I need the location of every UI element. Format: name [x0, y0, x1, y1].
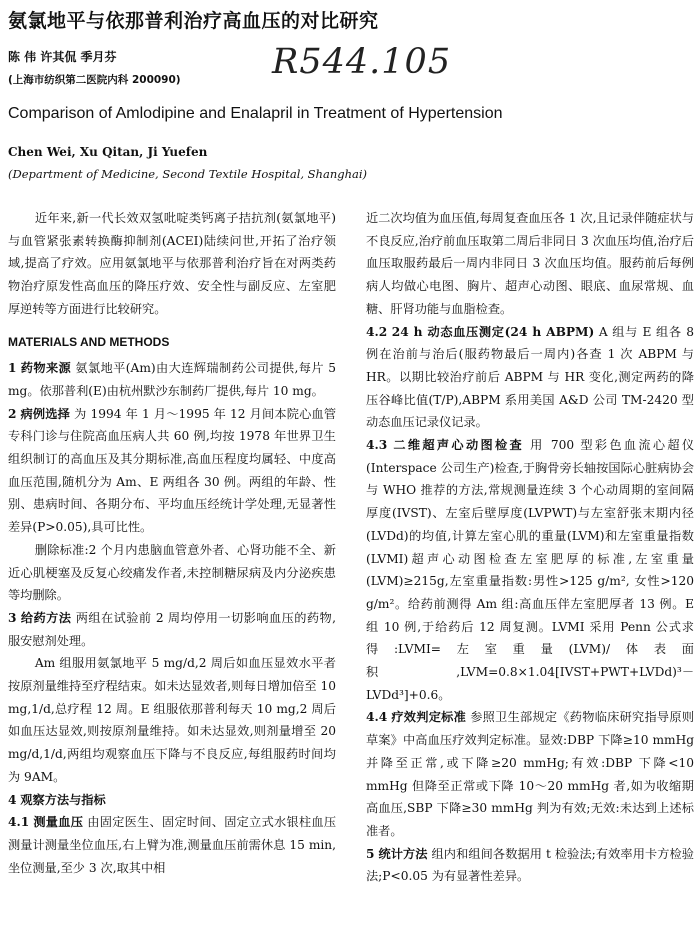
handwritten-classification-code: R544.105: [272, 42, 452, 82]
section-text: 氨氯地平(Am)由大连辉瑞制药公司提供,每片 5 mg。依那普利(E)由杭州默沙东制药厂提供,每片 10 mg。: [8, 361, 337, 398]
authors-cn: 陈 伟 许其侃 季月芬: [8, 50, 117, 64]
section-text: A 组与 E 组各 8 例在治前与治后(服药物最后一周内)各查 1 次 ABPM 与 HR。以期比较治疗前后 ABPM 与 HR 变化,测定两药的降压谷峰比值(T/P),ABPM 系用美国 A&D 公司 TM-2420 型动态血压记录仪记录。: [366, 324, 695, 430]
section-4-2: [366, 321, 694, 435]
dosing-paragraph: Am 组服用氨氯地平 5 mg/d,2 周后如血压显效水平者按原剂量维持至疗程结束。如未达显效者,则每日增加倍至 10 mg,1/d,总疗程 12 周。E 组服依那普利每天 10 mg,2 周后如血压达显效,则按原剂量维持。如未达显效,则剂量增至 20 mg/d,1/d,两组均观察血压下降与不良反应,每组服药时间均为 9AM。: [8, 656, 336, 784]
section-3: [8, 607, 336, 652]
section-text: 组内和组间各数据用 t 检验法;有效率用卡方检验法;P<0.05 为有显著性差异。: [366, 846, 694, 884]
right-column: [366, 207, 694, 888]
section-number: 5: [366, 846, 375, 861]
section-4: [8, 789, 336, 812]
section-number: 3: [8, 610, 17, 625]
section-heading: 测量血压: [33, 815, 84, 830]
section-number: 2: [8, 406, 17, 421]
section-heading: 病例选择: [20, 406, 71, 421]
section-heading: 二维超声心动图检查: [393, 438, 524, 453]
section-heading: 给药方法: [20, 610, 72, 625]
section-2: [8, 403, 336, 539]
methods-heading: MATERIALS AND METHODS: [8, 334, 170, 349]
section-text: 用 700 型彩色血流心超仪(Interspace 公司生产)检查,于胸骨旁长轴按国际心脏病协会与 WHO 推荐的方法,常规测量连续 3 个心动周期的室间隔厚度(IVST)、左室后壁厚度(LVPWT)与左室舒张末期内径(LVDd)的均值,计算左室心肌的重量(LVM)和左室重量指数(LVMI)超声心动图检查左室肥厚的标准,左室重量(LVM)≥215g,左室重量指数:男性>125 g/m², 女性>120 g/m²。给药前测得 Am 组:高血压伴左室肥厚者 13 例。E 组 10 例,于给药后 12 周复测。LVMI 采用 Penn 公式求得:LVMI=左室重量(LVM)/体表面积,LVM=0.8×1.04[IVST+PWT+LVDd)³－LVDd³]+0.6。: [366, 438, 695, 702]
affiliation-cn: (上海市纺织第二医院内科 200090): [8, 74, 181, 86]
body-columns: [8, 207, 695, 932]
section-number: 4.3: [366, 438, 388, 453]
section-4-1: [8, 811, 336, 879]
section-5: [366, 843, 694, 888]
paper-title-en: Comparison of Amlodipine and Enalapril in Treatment of Hypertension: [8, 105, 503, 122]
continued-paragraph: 近二次均值为血压值,每周复查血压各 1 次,且记录伴随症状与不良反应,治疗前血压取第二周后非同日 3 次血压均值,治疗后血压取服药最后一周内非同日 3 次血压均值。服药前后每例病人均做心电图、胸片、超声心动图、眼底、血尿常规、血糖、肝肾功能与血脂检查。: [366, 211, 694, 316]
section-number: 4.2: [366, 324, 388, 339]
section-4-3: [366, 434, 694, 706]
section-heading: 24 h 动态血压测定(24 h ABPM): [391, 324, 595, 339]
section-text: 为 1994 年 1 月～1995 年 12 月间本院心血管专科门诊与住院高血压病人共 60 例,均按 1978 年世界卫生组织制订的高血压及其分期标准,高血压程度均属轻、中度高血压范围,随机分为 Am、E 两组各 30 例。两组的年龄、性别、患病时间、各期分布、平均血压经统计学处理,无显著性差异(P>0.05),具可比性。: [8, 406, 337, 535]
section-heading: 药物来源: [20, 361, 72, 376]
section-heading: 统计方法: [378, 846, 428, 861]
affiliation-en: (Department of Medicine, Second Textile Hospital, Shanghai): [8, 167, 368, 181]
section-4-4: [366, 706, 694, 842]
section-text: 由固定医生、固定时间、固定立式水银柱血压测量计测量坐位血压,右上臂为准,测量血压前需休息 15 min,坐位测量,至少 3 次,取其中相: [8, 815, 337, 875]
section-number: 4.4: [366, 710, 388, 725]
exclusion-criteria: 删除标准:2 个月内患脑血管意外者、心肾功能不全、新近心肌梗塞及反复心绞痛发作者,未控制糖尿病及内分泌疾患等均删除。: [8, 542, 336, 603]
section-1: [8, 357, 336, 402]
paper-title-cn: 氨氯地平与依那普利治疗高血压的对比研究: [8, 10, 379, 32]
section-heading: 观察方法与指标: [20, 792, 106, 807]
intro-paragraph: 近年来,新一代长效双氢吡啶类钙离子拮抗剂(氨氯地平)与血管紧张素转换酶抑制剂(ACEI)陆续问世,开拓了治疗领域,提高了疗效。应用氨氯地平与依那普利治疗旨在对两类药物治疗原发性高血压的降压疗效、安全性与副反应、左室肥厚逆转等方面进行比较研究。: [8, 211, 336, 316]
section-number: 4: [8, 792, 17, 807]
section-heading: 疗效判定标准: [391, 710, 467, 725]
section-number: 4.1: [8, 815, 30, 830]
section-text: 参照卫生部规定《药物临床研究指导原则草案》中高血压疗效判定标准。显效:DBP 下降≥10 mmHg 并降至正常,或下降≥20 mmHg;有效:DBP 下降<10 mmHg 但降至正常或下降 10～20 mmHg 者,如为收缩期高血压,SBP 下降≥30 mmHg 判为有效;无效:未达到上述标准者。: [366, 710, 695, 838]
left-column: [8, 207, 336, 879]
section-number: 1: [8, 361, 17, 376]
authors-en: Chen Wei, Xu Qitan, Ji Yuefen: [8, 145, 208, 159]
section-text: 两组在试验前 2 周均停用一切影响血压的药物,服安慰剂处理。: [8, 610, 337, 648]
